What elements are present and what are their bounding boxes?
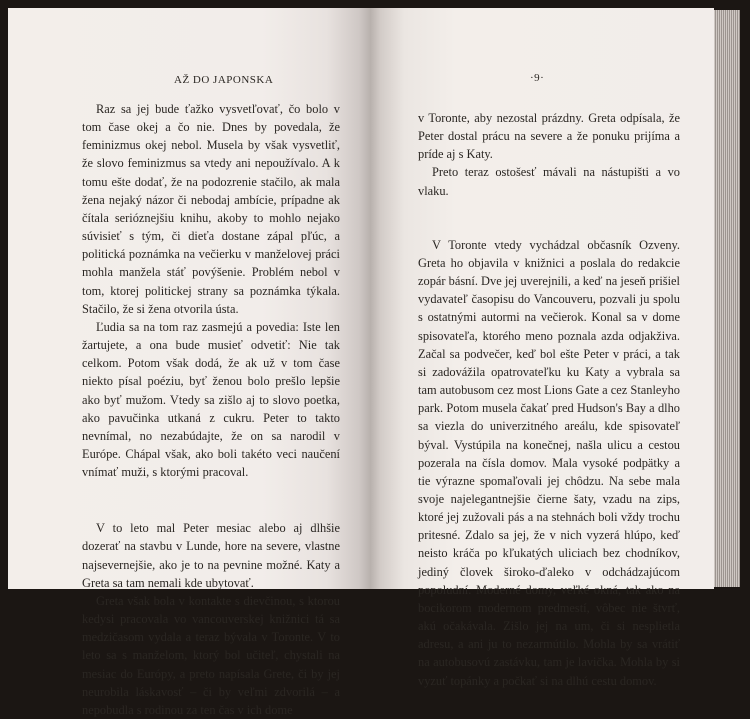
left-page xyxy=(8,8,370,717)
paragraph: V Toronte vtedy vychádzal občasník Ozveny. Greta ho objavila v knižnici a poslala do redakcie zopár básní. Dve jej uverejnili, a keď na jeseň prišiel vydavateľ časopisu do Vancouveru, pozvali ju spolu s ostatnými autormi na večierok. Konal sa v dome spisovateľa, ktorého meno poznala azda odjakživa. Začal sa podvečer, keď bol ešte Peter v práci, a tak si zadovážila opatrovateľku ku Katy a vybrala sa tam autobusom cez most Lions Gate a cez Stanleyho park. Potom musela čakať pred Hudson's Bay a dlho sa viezla do univerzitného areálu, kde spisovateľ býval. Vystúpila na konečnej, našla ulicu a cestou pozerala na čísla domov. Mala vysoké podpätky a tie výrazne spomaľovali jej chôdzu. Na sebe mala svoje najelegantnejšie čierne šaty, vzadu na zips, ktoré jej zužovali pás a na stehnách boli vždy trochu pritesné. Zdalo sa jej, že v nich vyzerá hlúpo, keď neisto kráča po kľukatých uliciach bez chodníkov, jediný človek široko-ďaleko v odchádzajúcom popoludní. Moderné domy, veľké okná, tak ako na bocikorom modernom predmestí, vôbec nie štvrť, akú očakávala. Zišlo jej na um, či si nesplietla adresu, a ani ju to nezarmútilo. Mohla by sa vrátiť na autobusovú zastávku, tam je lavička. Mohla by si vyzuť topánky a počkať si na dlhú cestu domov. xyxy=(418,237,680,688)
right-page xyxy=(370,8,714,688)
page-number: ·9· xyxy=(530,72,545,84)
left-page-text xyxy=(82,100,340,719)
page-edges xyxy=(714,10,740,587)
running-header: AŽ DO JAPONSKA xyxy=(174,74,274,86)
paragraph: Raz sa jej bude ťažko vysvetľovať, čo bolo v tom čase okej a čo nie. Dnes by povedala, že feminizmus okej nebol. Musela by však vysvetliť, že slovo feminizmus sa vtedy ani nepoužívalo. A k tomu ešte dodať, že na podozrenie stačilo, ak mala žena nejaký názor či nebodaj ambície, prípadne ak čítala serióznejšiu knihu, akoby to mohlo nejako súvisieť s tým, či dieťa dostane zápal pľúc, a politická poznámka na večierku v manželovej práci mohla manžela stáť povýšenie. Problém nebol v tom, ktorej politickej strany sa poznámka týkala. Stačilo, že si žena otvorila ústa. xyxy=(82,102,340,316)
paragraph: Ľudia sa na tom raz zasmejú a povedia: Iste len žartujete, a ona bude musieť odvetiť: Nie tak celkom. Potom však dodá, že ak už v tom čase niekto písal poéziu, byť ženou bolo prešlo lepšie ako byť mužom. Vtedy sa zišlo aj to slovo poetka, ako pavučinka utkaná z cukru. Peter to takto nevnímal, no nezabúdajte, že on sa narodil v Európe. Chápal však, ako boli takéto veci naučení vnímať muži, s ktorými pracoval. xyxy=(82,319,340,480)
paragraph: v Toronte, aby nezostal prázdny. Greta odpísala, že Peter dostal prácu na severe a že ponuku prijíma a príde aj s Katy. xyxy=(418,111,680,162)
paragraph: V to leto mal Peter mesiac alebo aj dlhšie dozerať na stavbu v Lunde, hore na severe, vlastne najsevernejšie, ako je to na pevnine možné. Katy a Greta sa tam nemali kde ubytovať. xyxy=(82,521,340,590)
right-page-text xyxy=(418,109,680,690)
section-break xyxy=(418,200,680,236)
book-spread xyxy=(8,8,714,717)
section-break xyxy=(82,481,340,519)
paragraph: Preto teraz ostošesť mávali na nástupišti a vo vlaku. xyxy=(418,165,680,198)
paragraph: Greta však bola v kontakte s dievčinou, s ktorou kedysi pracovala vo vancouverskej knižnici tá sa medzičasom vydala a teraz bývala v Toronte. V to leto sa s manželom, ktorý bol učiteľ, chystali na mesiac do Európy, a preto napísala Grete, či by jej neurobila láskavosť – či by veľmi zdvorilá – a nepobudla s rodinou za ten čas v ich dome xyxy=(82,593,340,717)
